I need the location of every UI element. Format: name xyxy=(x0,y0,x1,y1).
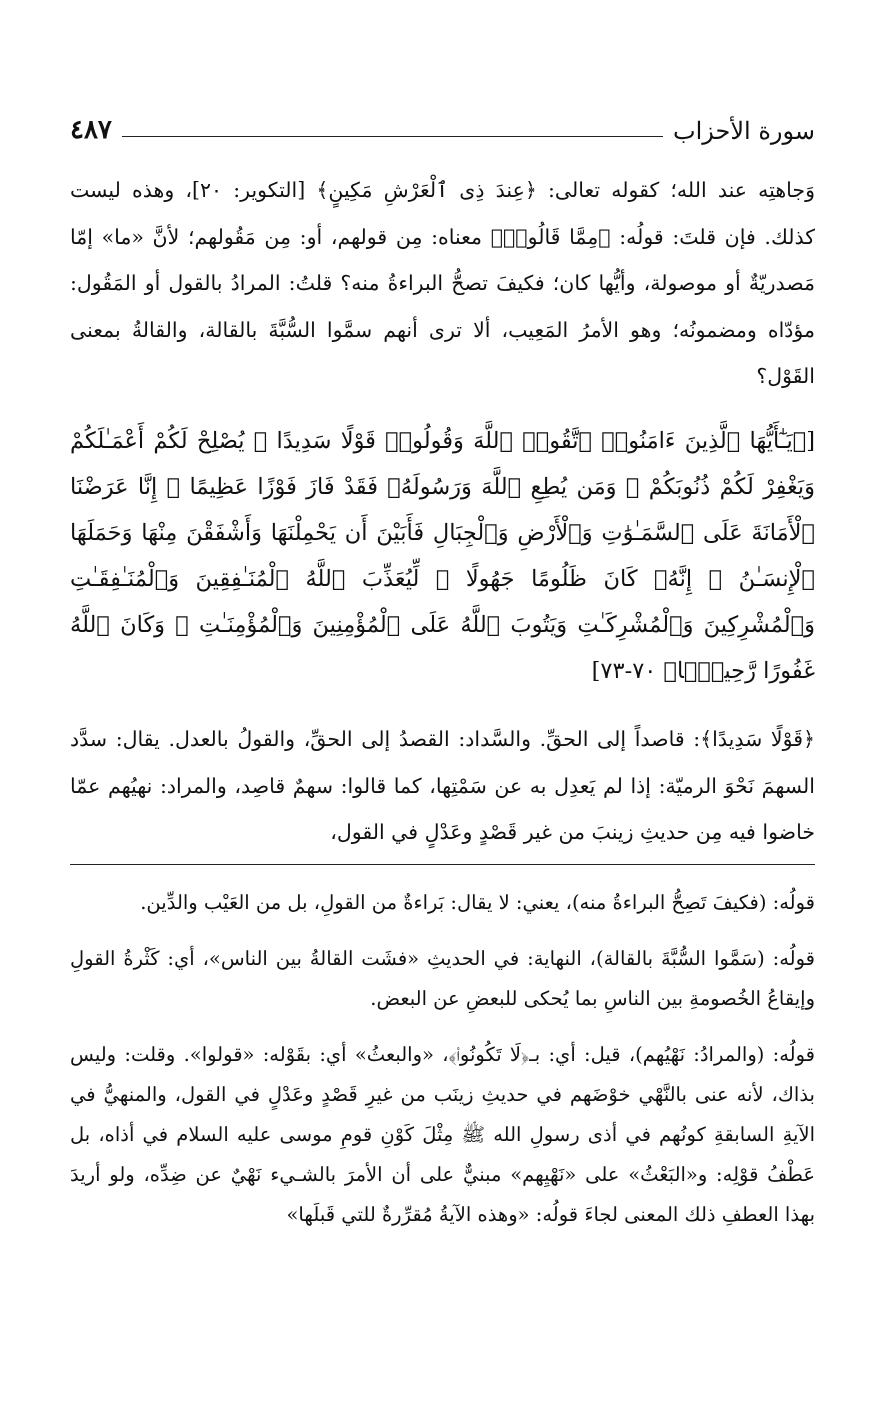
footnote-1: قولُه: (فكيفَ تَصِحُّ البراءةُ منه)، يعني: لا يقال: بَراءةٌ من القولِ، بل من العَيْب والدِّين. xyxy=(140,890,815,914)
quran-passage: [﴿يَـٰٓأَيُّهَا ٱلَّذِينَ ءَامَنُوا۟ ٱتَّقُوا۟ ٱللَّهَ وَقُولُوا۟ قَوْلًا سَدِيدًا ۞ يُصْلِحْ لَكُمْ أَعْمَـٰلَكُمْ وَيَغْفِرْ لَكُمْ ذُنُوبَكُمْ ۗ وَمَن يُطِعِ ٱللَّهَ وَرَسُولَهُۥ فَقَدْ فَازَ فَوْزًا عَظِيمًا ۞ إِنَّا عَرَضْنَا ٱلْأَمَانَةَ عَلَى ٱلسَّمَـٰوَٰتِ وَٱلْأَرْضِ وَٱلْجِبَالِ فَأَبَيْنَ أَن يَحْمِلْنَهَا وَأَشْفَقْنَ مِنْهَا وَحَمَلَهَا ٱلْإِنسَـٰنُ ۖ إِنَّهُۥ كَانَ ظَلُومًا جَهُولًا ۞ لِّيُعَذِّبَ ٱللَّهُ ٱلْمُنَـٰفِقِينَ وَٱلْمُنَـٰفِقَـٰتِ وَٱلْمُشْرِكِينَ وَٱلْمُشْرِكَـٰتِ وَيَتُوبَ ٱللَّهُ عَلَى ٱلْمُؤْمِنِينَ وَٱلْمُؤْمِنَـٰتِ ۗ وَكَانَ ٱللَّهُ غَفُورًا رَّحِيمًۢا﴾ ٧٠-٧٣] xyxy=(70,427,815,684)
main-paragraph-1: وَجاهتِه عند الله؛ كقوله تعالى: ﴿عِندَ ذِى ٱلْعَرْشِ مَكِينٍ﴾ [التكوير: ٢٠]، وهذه ليست كذلك. فإن قلتَ: قولُه: ﴿مِمَّا قَالُوا۟﴾ معناه: مِن قولهم، أو: مِن مَقُولهم؛ لأنَّ «ما» إمّا مَصدريّةٌ أو موصولة، وأيُّها كان؛ فكيفَ تصحُّ البراءةُ منه؟ قلتُ: المرادُ بالقول أو المَقُول: مؤدّاه ومضمونُه؛ وهو الأمرُ المَعِيب، ألا ترى أنهم سمَّوا السُّبَّةَ بالقالة، والقالةُ بمعنى القَوْل؟ xyxy=(70,178,815,388)
footnote-3: قولُه: (والمرادُ: نَهْيُهم)، قيل: أي: بـ﴿لَا تَكُونُوا۟﴾، «والبعثُ» أي: بقَوْله: «قولوا». وقلت: وليس بذاك، لأنه عنى بالنَّهْي خوْضَهم في حديثِ زينَب من غيرِ قَصْدٍ وعَدْلٍ في القول، والمنهيُّ في الآيةِ السابقةِ كونُهم في أذى رسولِ الله ﷺ مِثْلَ كَوْنِ قومِ موسى عليه السلام في أذاه، بل عَطْفُ قوْلِه: و«البَعْثُ» على «نَهْيِهم» مبنيٌّ على أن الأمرَ بالشـيء نَهْيٌ عن ضِدِّه، ولو أريدَ بهذا العطفِ ذلك المعنى لجاءَ قولُه: «وهذه الآيةُ مُقرِّرةٌ للتي قَبلَها» xyxy=(70,1042,815,1226)
footnote-divider xyxy=(70,864,815,865)
page-header xyxy=(70,105,815,145)
main-paragraph-2: ﴿قَوْلًا سَدِيدًا﴾: قاصداً إلى الحقِّ. والسَّداد: القصدُ إلى الحقِّ، والقولُ بالعدل. يقال: سدَّد السهمَ نَحْوَ الرميّة: إذا لم يَعدِل به عن سَمْتِها، كما قالوا: سهمٌ قاصِد، والمراد: نهيُهم عمّا خاضوا فيه مِن حديثِ زينبَ من غير قَصْدٍ وعَدْلٍ في القول، xyxy=(70,727,815,844)
page xyxy=(70,105,815,1235)
header-rule xyxy=(122,136,663,137)
surah-title: سورة الأحزاب xyxy=(673,117,815,145)
page-number: ٤٨٧ xyxy=(70,115,112,145)
footnote-2: قولُه: (سَمَّوا السُّبَّةَ بالقالة)، النهاية: في الحديثِ «فشَت القالةُ بين الناس»، أي: كَثْرةُ القولِ وإيقاعُ الخُصومةِ بين الناسِ بما يُحكى للبعضِ عن البعض. xyxy=(70,946,815,1010)
